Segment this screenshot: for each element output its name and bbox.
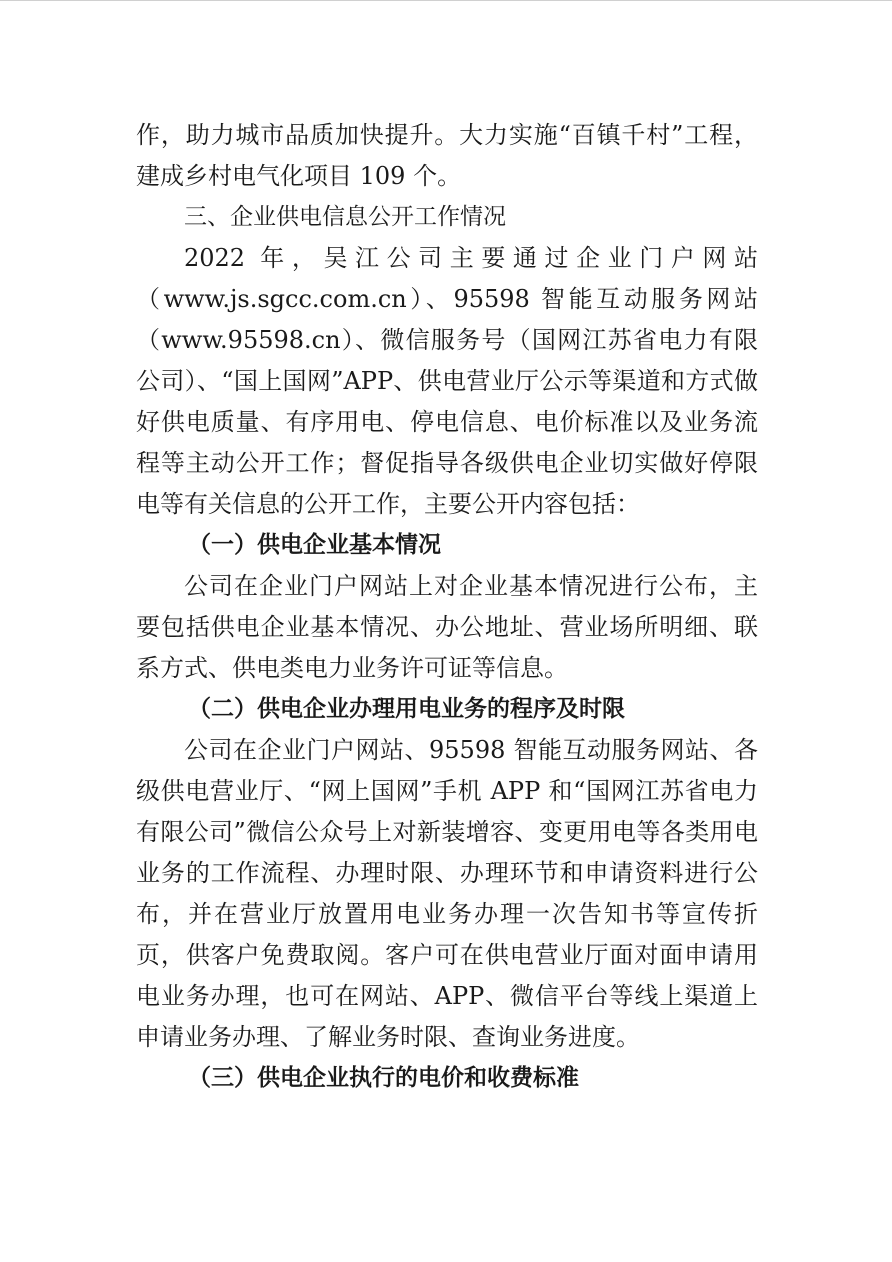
- subsection-3-heading: （三）供电企业执行的电价和收费标准: [188, 1065, 579, 1091]
- section-3-heading: 三、企业供电信息公开工作情况: [184, 204, 506, 230]
- paragraph-section3-line1: 2022 年，吴江公司主要通过企业门户网站: [184, 244, 758, 272]
- subsection-2-heading: （二）供电企业办理用电业务的程序及时限: [188, 696, 625, 722]
- paragraph-section3-line2: （www.js.sgcc.com.cn）、95598 智能互动服务网站: [136, 285, 758, 313]
- paragraph-intro-line2: 建成乡村电气化项目 109 个。: [136, 162, 462, 190]
- paragraph-subsection1: 公司在企业门户网站上对企业基本情况进行公布，主要包括供电企业基本情况、办公地址、营业场所明细、联系方式、供电类电力业务许可证等信息。: [136, 572, 758, 682]
- document-body: [136, 115, 758, 1099]
- subsection-1-heading: （一）供电企业基本情况: [188, 532, 441, 558]
- paragraph-subsection2: 公司在企业门户网站、95598 智能互动服务网站、各级供电营业厅、“网上国网”手机 APP 和“国网江苏省电力有限公司”微信公众号上对新装增容、变更用电等各类用电业务的工作流程、办理时限、办理环节和申请资料进行公布，并在营业厅放置用电业务办理一次告知书等宣传折页，供客户免费取阅。客户可在供电营业厅面对面申请用电业务办理，也可在网站、APP、微信平台等线上渠道上申请业务办理、了解业务时限、查询业务进度。: [136, 736, 758, 1051]
- paragraph-intro-line1: 作，助力城市品质加快提升。大力实施“百镇千村”工程，: [136, 121, 758, 149]
- paragraph-section3-body: （www.95598.cn）、微信服务号（国网江苏省电力有限公司）、“国上国网”APP、供电营业厅公示等渠道和方式做好供电质量、有序用电、停电信息、电价标准以及业务流程等主动公开工作；督促指导各级供电企业切实做好停限电等有关信息的公开工作，主要公开内容包括：: [136, 326, 758, 518]
